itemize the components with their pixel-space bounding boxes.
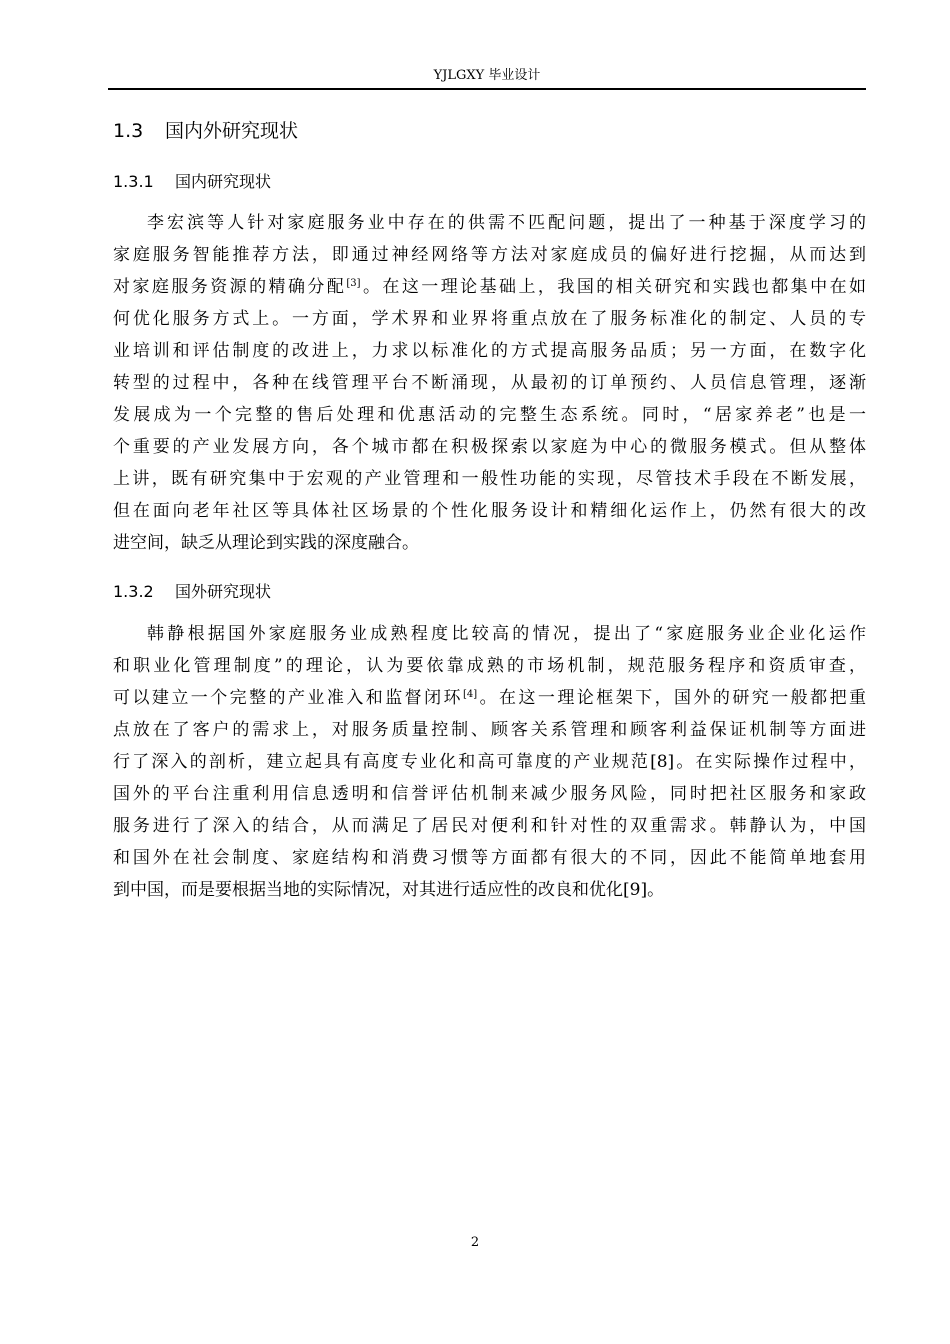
subsection-number: 1.3.2 — [113, 582, 154, 601]
header-rule — [108, 88, 866, 90]
paragraph-line: 点放在了客户的需求上，对服务质量控制、顾客关系管理和顾客利益保证机制等方面进 — [113, 720, 866, 740]
subsection-title: 国内研究现状 — [175, 172, 272, 191]
line-text: 。在这一理论框架下，国外的研究一般都把重 — [477, 688, 867, 708]
paragraph-line: 和职业化管理制度”的理论，认为要依靠成熟的市场机制，规范服务程序和资质审查， — [113, 656, 866, 676]
paragraph-line — [113, 271, 866, 303]
paragraph-line: 个重要的产业发展方向，各个城市都在积极探索以家庭为中心的微服务模式。但从整体 — [113, 437, 866, 457]
citation-4: [4] — [462, 689, 478, 700]
paragraph-foreign — [113, 618, 866, 906]
paragraph-line: 上讲，既有研究集中于宏观的产业管理和一般性功能的实现，尽管技术手段在不断发展， — [113, 469, 866, 489]
subsection-number: 1.3.1 — [113, 172, 154, 191]
paragraph-line: 和国外在社会制度、家庭结构和消费习惯等方面都有很大的不同，因此不能简单地套用 — [113, 848, 866, 868]
paragraph-line: 李宏滨等人针对家庭服务业中存在的供需不匹配问题，提出了一种基于深度学习的 — [147, 213, 866, 233]
section-heading — [113, 118, 298, 144]
paragraph-line: 进空间，缺乏从理论到实践的深度融合。 — [113, 533, 419, 553]
line-text: 对家庭服务资源的精确分配 — [113, 277, 347, 297]
section-number: 1.3 — [113, 120, 144, 142]
paragraph-line: 业培训和评估制度的改进上，力求以标准化的方式提高服务品质；另一方面，在数字化 — [113, 341, 866, 361]
paragraph-line: 但在面向老年社区等具体社区场景的个性化服务设计和精细化运作上，仍然有很大的改 — [113, 501, 866, 521]
paragraph-line: 何优化服务方式上。一方面，学术界和业界将重点放在了服务标准化的制定、人员的专 — [113, 309, 866, 329]
citation-3: [3] — [346, 278, 361, 289]
subsection-title: 国外研究现状 — [175, 582, 272, 601]
page-number: 2 — [470, 1235, 480, 1250]
section-title: 国内外研究现状 — [165, 120, 299, 142]
paragraph-line: 服务进行了深入的结合，从而满足了居民对便利和针对性的双重需求。韩静认为，中国 — [113, 816, 866, 836]
paragraph-domestic — [113, 207, 866, 559]
page-header: YJLGXY 毕业设计 — [433, 68, 541, 83]
paragraph-line: 韩静根据国外家庭服务业成熟程度比较高的情况，提出了“家庭服务业企业化运作 — [147, 624, 866, 644]
subsection-heading-foreign — [113, 580, 271, 604]
subsection-heading-domestic — [113, 170, 271, 194]
line-text: 。在这一理论基础上，我国的相关研究和实践也都集中在如 — [360, 277, 867, 297]
paragraph-line: 到中国，而是要根据当地的实际情况，对其进行适应性的改良和优化[9]。 — [113, 880, 665, 900]
paragraph-line: 国外的平台注重利用信息透明和信誉评估机制来减少服务风险，同时把社区服务和家政 — [113, 784, 866, 804]
paragraph-line: 发展成为一个完整的售后处理和优惠活动的完整生态系统。同时，“居家养老”也是一 — [113, 405, 866, 425]
line-text: 可以建立一个完整的产业准入和监督闭环 — [113, 688, 463, 708]
paragraph-line: 转型的过程中，各种在线管理平台不断涌现，从最初的订单预约、人员信息管理，逐渐 — [113, 373, 866, 393]
paragraph-line: 家庭服务智能推荐方法，即通过神经网络等方法对家庭成员的偏好进行挖掘，从而达到 — [113, 245, 866, 265]
paragraph-line: 行了深入的剖析，建立起具有高度专业化和高可靠度的产业规范[8]。在实际操作过程中， — [113, 752, 866, 772]
paragraph-line — [113, 682, 866, 714]
